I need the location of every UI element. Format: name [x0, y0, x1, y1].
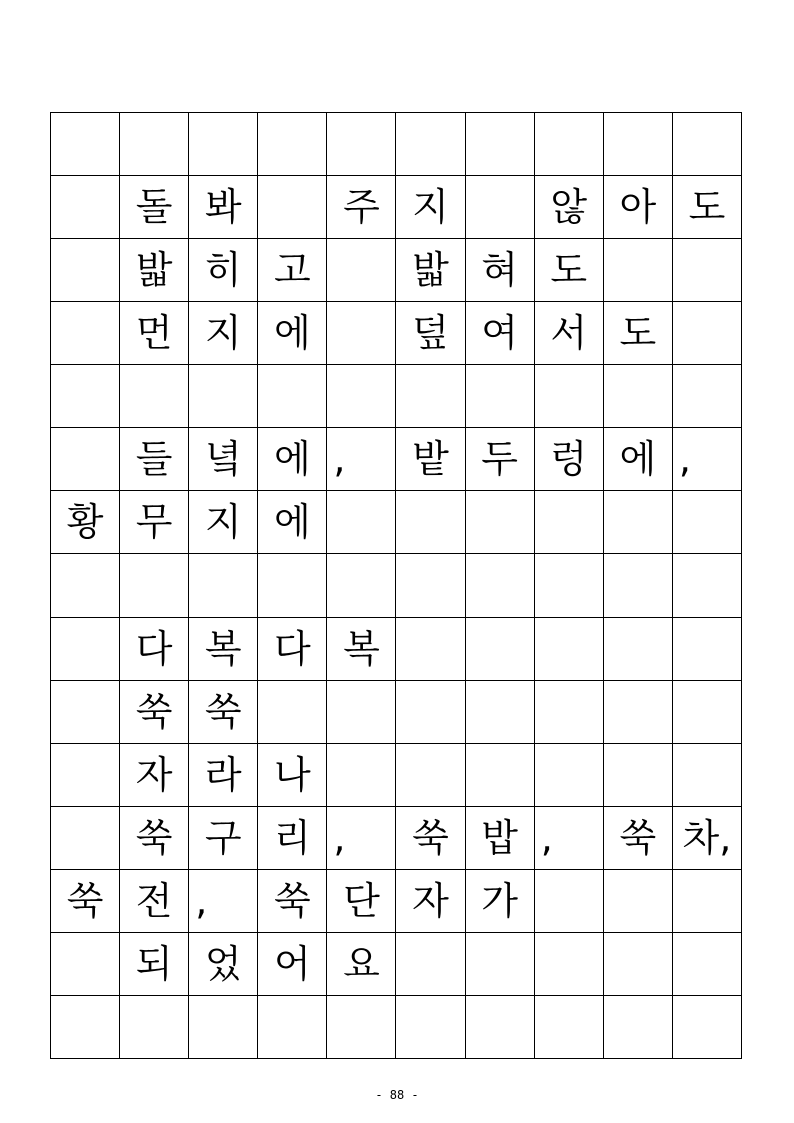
grid-cell: 다 — [258, 618, 327, 681]
grid-cell: 먼 — [120, 302, 189, 365]
grid-cell: 어 — [258, 933, 327, 996]
grid-cell — [51, 807, 120, 870]
grid-cell — [120, 996, 189, 1059]
grid-cell — [466, 933, 535, 996]
grid-cell: 리 — [258, 807, 327, 870]
grid-cell — [535, 996, 604, 1059]
grid-cell — [466, 681, 535, 744]
grid-cell — [673, 113, 742, 176]
grid-cell — [396, 744, 465, 807]
grid-cell — [327, 365, 396, 428]
grid-cell: , — [673, 428, 742, 491]
grid-cell — [51, 554, 120, 617]
grid-cell: 단 — [327, 870, 396, 933]
grid-cell: , — [327, 807, 396, 870]
grid-cell — [327, 996, 396, 1059]
grid-cell: 쑥 — [396, 807, 465, 870]
grid-cell — [51, 302, 120, 365]
grid-cell: 않 — [535, 176, 604, 239]
grid-cell: 복 — [327, 618, 396, 681]
grid-cell: 에 — [604, 428, 673, 491]
grid-cell: 전 — [120, 870, 189, 933]
grid-cell: 히 — [189, 239, 258, 302]
grid-cell — [466, 176, 535, 239]
grid-cell — [120, 113, 189, 176]
grid-cell — [604, 744, 673, 807]
grid-cell — [535, 744, 604, 807]
grid-cell — [327, 491, 396, 554]
grid-cell: 가 — [466, 870, 535, 933]
grid-cell — [535, 870, 604, 933]
manuscript-grid — [50, 112, 742, 1059]
grid-cell: 구 — [189, 807, 258, 870]
grid-cell — [189, 113, 258, 176]
grid-cell: 복 — [189, 618, 258, 681]
grid-cell — [535, 491, 604, 554]
page-number: - 88 - — [375, 1088, 419, 1102]
grid-cell — [189, 365, 258, 428]
grid-cell — [396, 996, 465, 1059]
grid-cell — [535, 365, 604, 428]
grid-cell — [673, 933, 742, 996]
grid-cell: 지 — [189, 491, 258, 554]
grid-cell — [604, 618, 673, 681]
grid-cell — [120, 554, 189, 617]
grid-cell: 쑥 — [120, 681, 189, 744]
grid-cell — [396, 933, 465, 996]
grid-cell: 되 — [120, 933, 189, 996]
grid-cell — [51, 681, 120, 744]
grid-cell: 에 — [258, 491, 327, 554]
grid-cell: 에 — [258, 428, 327, 491]
grid-cell — [604, 681, 673, 744]
grid-cell: 두 — [466, 428, 535, 491]
grid-cell — [327, 744, 396, 807]
grid-cell — [327, 302, 396, 365]
grid-cell: 주 — [327, 176, 396, 239]
grid-cell: 쑥 — [120, 807, 189, 870]
grid-cell — [535, 113, 604, 176]
grid-cell: 지 — [189, 302, 258, 365]
grid-cell — [51, 618, 120, 681]
grid-cell: 혀 — [466, 239, 535, 302]
grid-cell — [51, 176, 120, 239]
grid-cell — [673, 744, 742, 807]
grid-cell — [189, 996, 258, 1059]
grid-cell — [604, 554, 673, 617]
grid-cell — [51, 744, 120, 807]
grid-cell: 라 — [189, 744, 258, 807]
grid-cell — [189, 554, 258, 617]
grid-cell — [604, 113, 673, 176]
grid-cell — [604, 996, 673, 1059]
grid-cell — [120, 365, 189, 428]
grid-cell — [466, 491, 535, 554]
grid-cell: 밟 — [120, 239, 189, 302]
grid-cell: 도 — [604, 302, 673, 365]
grid-cell — [604, 365, 673, 428]
grid-cell — [396, 681, 465, 744]
grid-cell — [396, 113, 465, 176]
grid-cell — [673, 365, 742, 428]
grid-cell: , — [535, 807, 604, 870]
grid-cell — [535, 618, 604, 681]
grid-cell — [673, 996, 742, 1059]
grid-cell — [673, 681, 742, 744]
grid-cell: 녘 — [189, 428, 258, 491]
grid-cell — [51, 996, 120, 1059]
grid-cell — [535, 933, 604, 996]
grid-cell — [51, 428, 120, 491]
grid-cell — [258, 365, 327, 428]
grid-cell: 차, — [673, 807, 742, 870]
grid-cell — [51, 113, 120, 176]
grid-cell: 돌 — [120, 176, 189, 239]
grid-cell — [396, 554, 465, 617]
grid-cell: 밥 — [466, 807, 535, 870]
grid-cell — [51, 365, 120, 428]
grid-cell — [396, 365, 465, 428]
grid-cell: 무 — [120, 491, 189, 554]
grid-cell — [396, 491, 465, 554]
grid-cell — [258, 996, 327, 1059]
grid-cell — [51, 933, 120, 996]
grid-cell — [673, 491, 742, 554]
grid-cell: 쑥 — [189, 681, 258, 744]
grid-cell: 서 — [535, 302, 604, 365]
grid-cell: 도 — [535, 239, 604, 302]
grid-cell — [258, 113, 327, 176]
grid-cell: 밭 — [396, 428, 465, 491]
grid-cell: 여 — [466, 302, 535, 365]
grid-cell — [327, 113, 396, 176]
grid-cell — [604, 491, 673, 554]
grid-cell — [604, 239, 673, 302]
grid-cell: 에 — [258, 302, 327, 365]
grid-cell: 렁 — [535, 428, 604, 491]
grid-cell — [466, 996, 535, 1059]
grid-cell: 다 — [120, 618, 189, 681]
grid-cell — [673, 554, 742, 617]
grid-cell: 고 — [258, 239, 327, 302]
grid-cell — [604, 933, 673, 996]
grid-cell — [327, 554, 396, 617]
grid-cell — [673, 302, 742, 365]
grid-cell — [673, 870, 742, 933]
grid-cell: 쑥 — [258, 870, 327, 933]
grid-cell — [51, 239, 120, 302]
grid-cell: 들 — [120, 428, 189, 491]
grid-cell: 봐 — [189, 176, 258, 239]
grid-cell: , — [327, 428, 396, 491]
grid-cell — [258, 176, 327, 239]
grid-cell — [673, 239, 742, 302]
grid-cell — [604, 870, 673, 933]
grid-cell — [258, 681, 327, 744]
grid-cell: 요 — [327, 933, 396, 996]
grid-cell: 황 — [51, 491, 120, 554]
grid-cell: 었 — [189, 933, 258, 996]
grid-cell — [535, 554, 604, 617]
grid-cell — [327, 239, 396, 302]
grid-cell — [466, 365, 535, 428]
grid-cell — [466, 113, 535, 176]
grid-cell: 덮 — [396, 302, 465, 365]
grid-cell: 쑥 — [51, 870, 120, 933]
grid-cell — [466, 618, 535, 681]
grid-cell — [673, 618, 742, 681]
grid-cell: 지 — [396, 176, 465, 239]
grid-cell — [466, 744, 535, 807]
grid-cell — [258, 554, 327, 617]
grid-cell: 도 — [673, 176, 742, 239]
grid-cell: 자 — [396, 870, 465, 933]
grid-cell — [466, 554, 535, 617]
grid-cell: 아 — [604, 176, 673, 239]
grid-cell: 자 — [120, 744, 189, 807]
grid-cell — [396, 618, 465, 681]
grid-cell: 쑥 — [604, 807, 673, 870]
grid-cell — [327, 681, 396, 744]
grid-cell: , — [189, 870, 258, 933]
grid-cell — [535, 681, 604, 744]
grid-cell: 나 — [258, 744, 327, 807]
grid-cell: 밟 — [396, 239, 465, 302]
